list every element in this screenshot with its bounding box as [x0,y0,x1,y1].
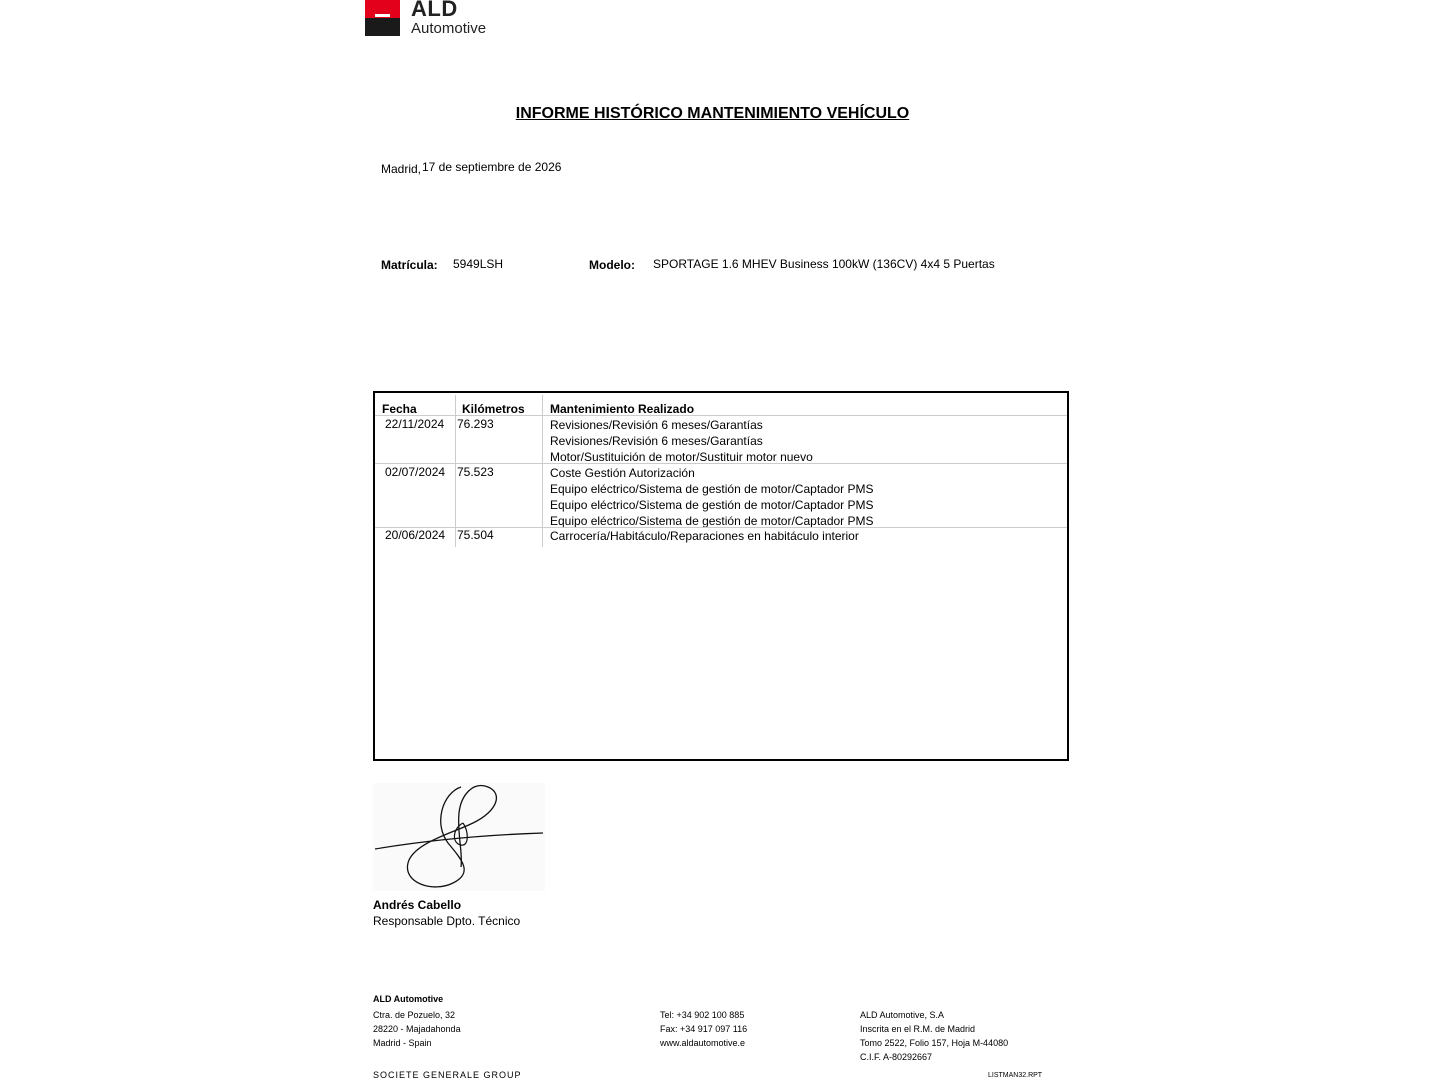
row-item: Equipo eléctrico/Sistema de gestión de motor/Captador PMS [550,482,874,496]
plate-value: 5949LSH [453,257,504,271]
plate-label: Matrícula: [381,258,438,272]
logo-mark-icon [365,0,400,36]
row-item: Equipo eléctrico/Sistema de gestión de motor/Captador PMS [550,514,874,528]
signer-role: Responsable Dpto. Técnico [373,914,521,928]
row-item: Motor/Sustituición de motor/Sustituir motor nuevo [550,450,813,464]
footer-legal: ALD Automotive, S.A Inscrita en el R.M. de Madrid Tomo 2522, Folio 157, Hoja M-44080 C.I.F. A-80292667 [860,1010,1009,1062]
signer-name: Andrés Cabello [373,898,462,912]
report-title: INFORME HISTÓRICO MANTENIMIENTO VEHÍCULO [515,105,910,122]
row-item: Revisiones/Revisión 6 meses/Garantías [550,434,763,448]
header-date: Fecha [382,402,417,416]
row-date: 02/07/2024 [385,465,446,479]
maintenance-table [373,391,1069,761]
row-item: Coste Gestión Autorización [550,466,695,480]
table-row [375,415,1067,464]
header-km: Kilómetros [462,402,525,416]
footer-company: ALD Automotive [373,994,444,1004]
report-code: LISTMAN32.RPT [988,1072,1043,1079]
footer-contact: Tel: +34 902 100 885 Fax: +34 917 097 116 www.aldautomotive.e [660,1010,748,1048]
row-item: Equipo eléctrico/Sistema de gestión de motor/Captador PMS [550,498,874,512]
footer-group: SOCIETE GENERALE GROUP [373,1070,522,1080]
row-km: 75.504 [457,528,494,542]
row-item: Revisiones/Revisión 6 meses/Garantías [550,418,763,432]
row-date: 22/11/2024 [385,417,445,431]
signature-image [373,783,545,891]
row-item: Carrocería/Habitáculo/Reparaciones en habitáculo interior [550,529,859,543]
model-label: Modelo: [589,258,635,272]
logo-subtitle: Automotive [411,20,487,37]
row-km: 76.293 [457,417,494,431]
footer-address: Ctra. de Pozuelo, 32 28220 - Majadahonda Madrid - Spain [373,1010,461,1048]
row-km: 75.523 [457,465,494,479]
logo-name: ALD [411,0,458,21]
table-row [375,463,1067,528]
row-date: 20/06/2024 [385,528,446,542]
header-maintenance: Mantenimiento Realizado [550,402,695,416]
report-place: Madrid, [381,162,422,176]
website-link[interactable]: www.aldautomotive.e [660,1038,746,1048]
model-value: SPORTAGE 1.6 MHEV Business 100kW (136CV) 4x4 5 Puertas [653,257,995,271]
table-row [375,527,1067,546]
report-date: 17 de septiembre de 2026 [422,160,562,174]
company-logo [365,0,500,36]
